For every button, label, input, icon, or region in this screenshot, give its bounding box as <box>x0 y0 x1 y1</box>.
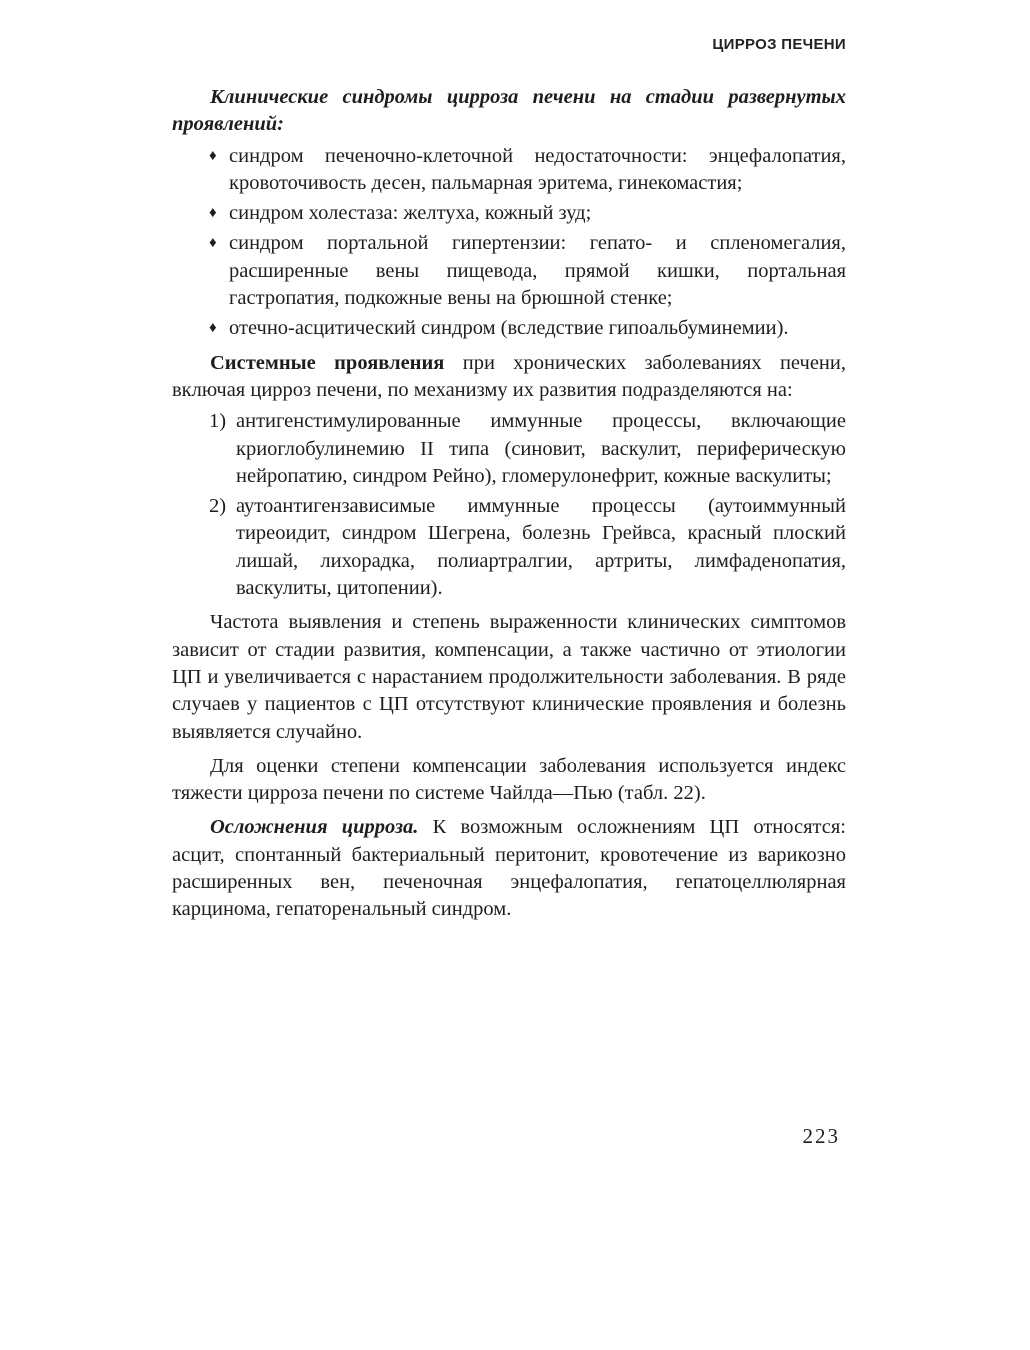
systemic-list <box>172 408 846 602</box>
page-number: 223 <box>802 1124 840 1148</box>
complications-text: К возможным осложнениям ЦП относятся: асцит, спонтанный бактериальный перитонит, кровотечение из варикозно расширенных вен, печеночная энцефалопатия, гепатоцеллюлярная карцинома, гепаторенальный синдром. <box>172 816 846 921</box>
list-item-text: синдром холестаза: желтуха, кожный зуд; <box>229 202 592 225</box>
systemic-intro-paragraph <box>172 350 846 405</box>
list-item <box>172 315 846 342</box>
list-item <box>172 408 846 490</box>
list-item-text: синдром печеночно-клеточной недостаточности: энцефалопатия, кровоточивость десен, пальмарная эритема, гинекомастия; <box>229 144 846 194</box>
list-item-number: 1) <box>209 410 227 433</box>
list-item-text: аутоантигензависимые иммунные процессы (аутоиммунный тиреоидит, синдром Шегрена, болезнь Грейвса, красный плоский лишай, лихорадка, полиартралгии, артриты, лимфаденопатия, васкулиты, цитопении). <box>236 495 846 600</box>
diamond-bullet-icon: ♦ <box>209 320 217 337</box>
diamond-bullet-icon: ♦ <box>209 147 217 164</box>
list-item <box>172 143 846 198</box>
syndromes-list <box>172 143 846 343</box>
complications-paragraph <box>172 814 846 923</box>
list-item-text: отечно-асцитический синдром (вследствие гипоальбуминемии). <box>229 317 789 340</box>
complications-lead-term: Осложнения цирроза. <box>210 816 419 839</box>
frequency-paragraph: Частота выявления и степень выраженности клинических симптомов зависит от стадии развития, компенсации, а также частично от этиологии ЦП и увеличивается с нарастанием продолжительности заболевания. В ряде случаев у пациентов с ЦП отсутствуют клинические проявления и болезнь выявляется случайно. <box>172 611 846 743</box>
systemic-lead-term: Системные проявления <box>210 351 445 374</box>
systemic-intro-text: при хронических заболеваниях печени, включая цирроз печени, по механизму их развития подразделяются на: <box>172 351 846 401</box>
list-item <box>172 493 846 602</box>
list-item-text: синдром портальной гипертензии: гепато- и спленомегалия, расширенные вены пищевода, прямой кишки, портальная гастропатия, подкожные вены на брюшной стенке; <box>229 232 846 310</box>
child-pugh-paragraph: Для оценки степени компенсации заболевания используется индекс тяжести цирроза печени по системе Чайлда—Пью (табл. 22). <box>172 754 846 805</box>
diamond-bullet-icon: ♦ <box>209 205 217 222</box>
list-item <box>172 200 846 227</box>
page-body <box>172 84 846 924</box>
list-item <box>172 230 846 312</box>
syndromes-heading: Клинические синдромы цирроза печени на стадии развернутых проявлений: <box>172 86 846 136</box>
book-page <box>172 0 846 1350</box>
list-item-text: антигенстимулированные иммунные процессы, включающие криоглобулинемию II типа (синовит, васкулит, периферическую нейропатию, синдром Рейно), гломерулонефрит, кожные васкулиты; <box>236 410 846 487</box>
running-title: ЦИРРОЗ ПЕЧЕНИ <box>712 36 846 53</box>
diamond-bullet-icon: ♦ <box>209 235 217 252</box>
list-item-number: 2) <box>209 495 227 518</box>
